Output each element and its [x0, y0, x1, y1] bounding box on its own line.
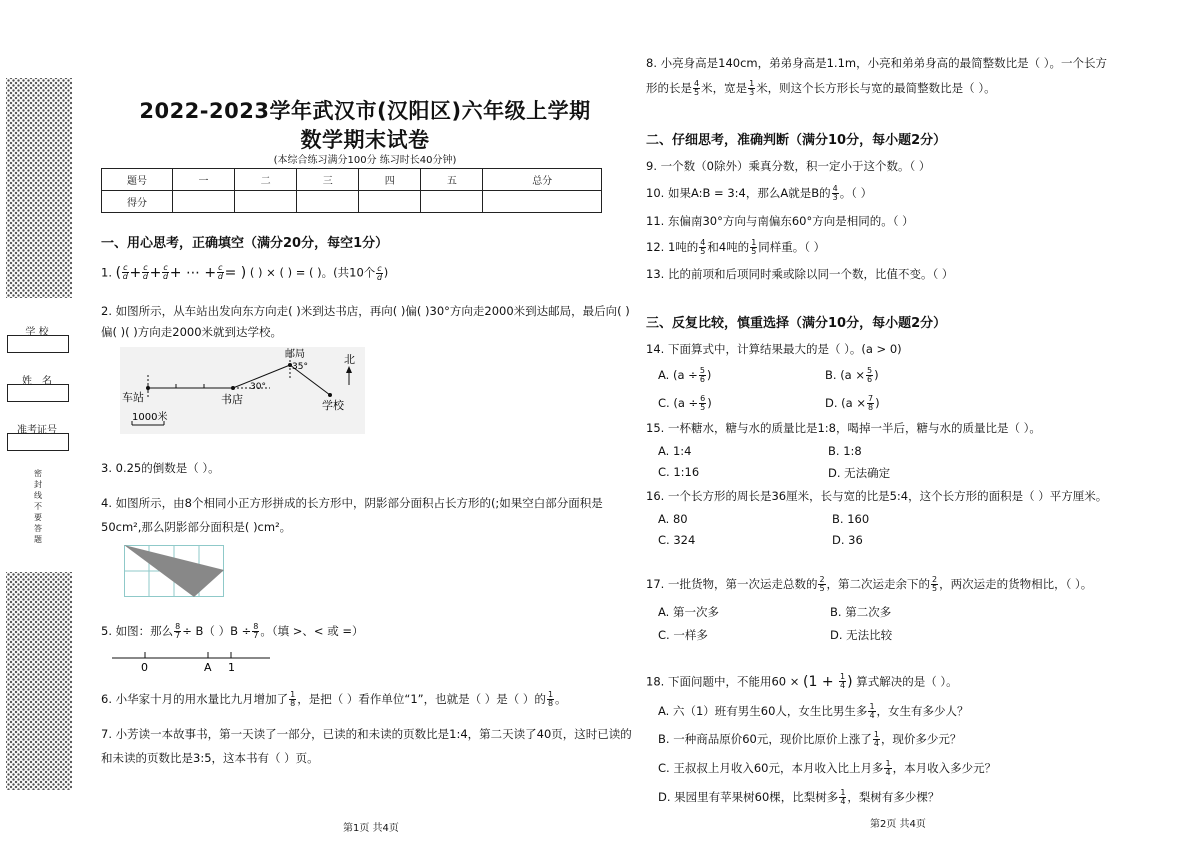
title-line-2: 数学期末试卷 [300, 128, 430, 152]
fraction: $\frac{7}{8}$ [868, 394, 874, 412]
question-8-line-2 [646, 80, 996, 97]
school-label: 学 校 [25, 327, 49, 338]
q18-option-a[interactable] [658, 703, 969, 720]
q1-prefix: 1. [101, 265, 112, 280]
section-2-heading: 二、仔细思考，准确判断（满分10分，每小题2分） [646, 133, 947, 148]
q17-option-b[interactable]: B. 第二次多 [830, 605, 892, 619]
q12-text-a: 12. 1吨的 [646, 240, 699, 254]
table-cell: 二 [235, 169, 297, 191]
option-text: C. (a ÷ [658, 396, 699, 410]
angle-label: 35° [292, 362, 308, 372]
fraction: $\frac{5}{6}$ [867, 366, 873, 384]
q14-option-d[interactable]: D. (a × $\frac{7}{8}$ ) [825, 394, 880, 412]
score-cell[interactable] [483, 191, 602, 213]
fraction: $\frac{1}{3}$ [749, 79, 755, 97]
option-text: ，女生有多少人？ [876, 704, 969, 718]
q16-option-b[interactable]: B. 160 [832, 512, 870, 526]
score-cell[interactable] [359, 191, 421, 213]
fraction: $\frac{5}{6}$ [699, 366, 705, 384]
q5-text-c: 。（填 >、< 或 =） [260, 624, 364, 638]
tick-label: 0 [141, 661, 148, 674]
q1-mid: ( ) × ( ) = ( )。(共10个 [249, 265, 376, 280]
q14-option-a[interactable]: A. (a ÷ $\frac{5}{6}$ ) [658, 366, 712, 384]
fraction: $\frac{2}{5}$ [932, 575, 938, 593]
fraction: $\frac{c}{d}$ [122, 263, 128, 281]
q14-option-c[interactable]: C. (a ÷ $\frac{6}{5}$ ) [658, 394, 712, 412]
table-cell: 三 [297, 169, 359, 191]
q18-option-d[interactable] [658, 789, 939, 806]
option-text: D. (a × [825, 396, 866, 410]
tick-label: A [204, 661, 212, 674]
question-14: 14. 下面算式中，计算结果最大的是（ ）。(a > 0) [646, 342, 902, 356]
q12-text-c: 同样重。（ ） [758, 240, 826, 254]
name-field[interactable] [7, 384, 69, 402]
binding-pattern-bottom [6, 572, 72, 790]
table-cell: 一 [173, 169, 235, 191]
question-7: 7. 小芳读一本故事书，第一天读了一部分，已读的和未读的页数比是1:4，第二天读了40页，这时已读的和未读的页数比是3:5，这本书有（ ）页。 [101, 727, 632, 765]
name-label: 姓 名 [22, 376, 52, 387]
q17-text-b: ，第二次运走余下的 [826, 577, 931, 591]
question-18 [646, 673, 958, 690]
score-cell[interactable] [173, 191, 235, 213]
station-label: 车站 [122, 391, 144, 404]
fraction: $\frac{c}{d}$ [163, 263, 169, 281]
score-table [101, 168, 602, 213]
q17-text-c: ，两次运走的货物相比，（ ）。 [939, 577, 1093, 591]
exam-no-field[interactable] [7, 433, 69, 451]
direction-map-figure [120, 347, 365, 434]
fraction: $\frac{1}{8}$ [547, 690, 554, 708]
option-text: ，梨树有多少棵？ [847, 790, 940, 804]
score-cell[interactable] [297, 191, 359, 213]
q18-option-b[interactable] [658, 731, 961, 748]
fraction: $\frac{4}{3}$ [832, 184, 838, 202]
title-line-1: 2022-2023学年武汉市(汉阳区)六年级上学期 [139, 99, 591, 123]
question-3: 3. 0.25的倒数是（ ）。 [101, 461, 220, 475]
q6-text-b: ，是把（ ）看作单位“1”，也就是（ ）是（ ）的 [297, 692, 546, 706]
bookstore-label: 书店 [221, 393, 243, 406]
question-13: 13. 比的前项和后项同时乘或除以同一个数，比值不变。（ ） [646, 267, 954, 281]
option-text: A. (a ÷ [658, 368, 698, 382]
fraction: $\frac{1}{4}$ [885, 759, 891, 777]
option-text: ，现价多少元？ [880, 732, 962, 746]
section-3-heading: 三、反复比较，慎重选择（满分10分，每小题2分） [646, 316, 947, 331]
fraction: $\frac{1}{4}$ [840, 788, 846, 806]
question-6 [101, 691, 567, 708]
question-4: 4. 如图所示，由8个相同小正方形拼成的长方形中，阴影部分面积占长方形的(;如果空白部分面积是50cm²,那么阴影部分面积是( )cm²。 [101, 496, 603, 534]
q17-text-a: 17. 一批货物，第一次运走总数的 [646, 577, 818, 591]
table-cell: 五 [421, 169, 483, 191]
north-label: 北 [344, 353, 355, 366]
question-17 [646, 576, 1092, 593]
fraction: $\frac{1}{4}$ [840, 672, 846, 690]
q18-text-a: 18. 下面问题中，不能用60 × [646, 674, 800, 689]
q18-option-c[interactable] [658, 760, 996, 777]
binding-pattern-top [6, 78, 72, 298]
question-12 [646, 239, 825, 256]
q5-text-a: 5. 如图：那么 [101, 624, 174, 638]
q8-text-c: 米，则这个长方形长与宽的最简整数比是（ ）。 [756, 81, 996, 95]
score-table-score-row [102, 191, 602, 213]
q17-option-c[interactable]: C. 一样多 [658, 628, 708, 642]
post-label: 邮局 [285, 349, 305, 360]
q6-text-a: 6. 小华家十月的用水量比九月增加了 [101, 692, 289, 706]
option-text: A. 六（1）班有男生60人，女生比男生多 [658, 704, 868, 718]
subtitle: (本综合练习满分100分 练习时长40分钟) [273, 155, 457, 166]
school-field[interactable] [7, 335, 69, 353]
option-text: B. 一种商品原价60元，现价比原价上涨了 [658, 732, 872, 746]
option-text: ，本月收入多少元？ [892, 761, 997, 775]
q5-text-b: ÷ B（ ）B ÷ [182, 624, 252, 638]
fraction: $\frac{6}{5}$ [700, 394, 706, 412]
q16-option-d[interactable]: D. 36 [832, 533, 863, 547]
fraction: $\frac{4}{5}$ [700, 238, 706, 256]
table-cell: 总分 [483, 169, 602, 191]
question-9: 9. 一个数（0除外）乘真分数，积一定小于这个数。（ ） [646, 159, 931, 173]
station-point [146, 386, 150, 390]
fraction: $\frac{1}{4}$ [873, 730, 879, 748]
fraction: $\frac{1}{5}$ [751, 238, 757, 256]
fraction: $\frac{1}{4}$ [869, 702, 875, 720]
exam-no-label: 准考证号 [17, 425, 57, 436]
q12-text-b: 和4吨的 [707, 240, 750, 254]
fraction: $\frac{c}{d}$ [142, 263, 148, 281]
grid-shaded-figure [124, 545, 224, 597]
q10-text-b: 。（ ） [839, 186, 873, 200]
school-label: 学校 [322, 399, 344, 412]
q15-option-c[interactable]: C. 1:16 [658, 465, 700, 479]
q8-text-a: 形的长是 [646, 81, 692, 95]
question-16: 16. 一个长方形的周长是36厘米，长与宽的比是5:4，这个长方形的面积是（ ）平方厘米。 [646, 489, 1108, 503]
fraction: $\frac{c}{d}$ [376, 263, 383, 282]
score-table-header-row [102, 169, 602, 191]
question-1 [101, 264, 388, 282]
q8-text-b: 米，宽是 [701, 81, 748, 95]
q14-option-b[interactable]: B. (a × $\frac{5}{6}$ ) [825, 366, 879, 384]
q15-option-b[interactable]: B. 1:8 [828, 444, 862, 458]
tick-label: 1 [228, 661, 235, 674]
page-footer-left: 第1页 共4页 [343, 823, 399, 834]
page-footer-right: 第2页 共4页 [870, 819, 926, 830]
q10-text-a: 10. 如果A:B = 3:4，那么A就是B的 [646, 186, 831, 200]
q15-option-a[interactable]: A. 1:4 [658, 444, 692, 458]
q15-option-d[interactable]: D. 无法确定 [828, 466, 891, 480]
bookstore-point [231, 386, 235, 390]
school-point [328, 393, 332, 397]
fraction: $\frac{4}{5}$ [694, 79, 700, 97]
q1-expression: ( $\frac{c}{d}$ + $\frac{c}{d}$ + $\frac{c}{d}$ + ⋯ + $\frac{c}{d}$ = ) [115, 263, 247, 281]
q17-option-a[interactable]: A. 第一次多 [658, 605, 719, 619]
section-1-heading: 一、用心思考，正确填空（满分20分，每空1分） [101, 236, 389, 251]
q17-option-d[interactable]: D. 无法比较 [830, 628, 893, 642]
question-11: 11. 东偏南30°方向与南偏东60°方向是相同的。（ ） [646, 214, 914, 228]
q1-end: ) [383, 265, 389, 280]
question-15: 15. 一杯糖水，糖与水的质量比是1:8，喝掉一半后，糖与水的质量比是（ ）。 [646, 421, 1041, 435]
table-cell: 得分 [102, 191, 173, 213]
table-cell: 题号 [102, 169, 173, 191]
q18-expression: (1 + $\frac{1}{4}$ ) [803, 672, 853, 690]
scale-label: 1000米 [132, 412, 168, 423]
fraction: $\frac{2}{5}$ [819, 575, 825, 593]
q6-text-c: 。 [555, 692, 567, 706]
q16-option-a[interactable]: A. 80 [658, 512, 688, 526]
question-5 [101, 623, 363, 640]
question-10 [646, 185, 872, 202]
score-cell[interactable] [421, 191, 483, 213]
fraction: $\frac{1}{8}$ [290, 690, 296, 708]
fraction: $\frac{8}{7}$ [175, 622, 181, 640]
seal-note: 密封线不要答题 [34, 469, 42, 544]
question-8-line-1: 8. 小亮身高是140cm，弟弟身高是1.1m，小亮和弟弟身高的最简整数比是（ ）。一个长方 [646, 56, 1107, 70]
table-cell: 四 [359, 169, 421, 191]
q18-text-b: 算式解决的是（ ）。 [856, 674, 958, 689]
question-2: 2. 如图所示，从车站出发向东方向走( )米到达书店，再向( )偏( )30°方向走2000米到达邮局，最后向( )偏( )( )方向走2000米就到达学校。 [101, 304, 630, 339]
fraction: $\frac{c}{d}$ [217, 263, 223, 281]
fraction: $\frac{8}{7}$ [253, 622, 259, 640]
option-text: D. 果园里有苹果树60棵，比梨树多 [658, 790, 839, 804]
option-text: B. (a × [825, 368, 866, 382]
q16-option-c[interactable]: C. 324 [658, 533, 696, 547]
angle-label: 30° [250, 382, 266, 392]
score-cell[interactable] [235, 191, 297, 213]
option-text: C. 王叔叔上月收入60元，本月收入比上月多 [658, 761, 884, 775]
number-line [112, 648, 272, 674]
